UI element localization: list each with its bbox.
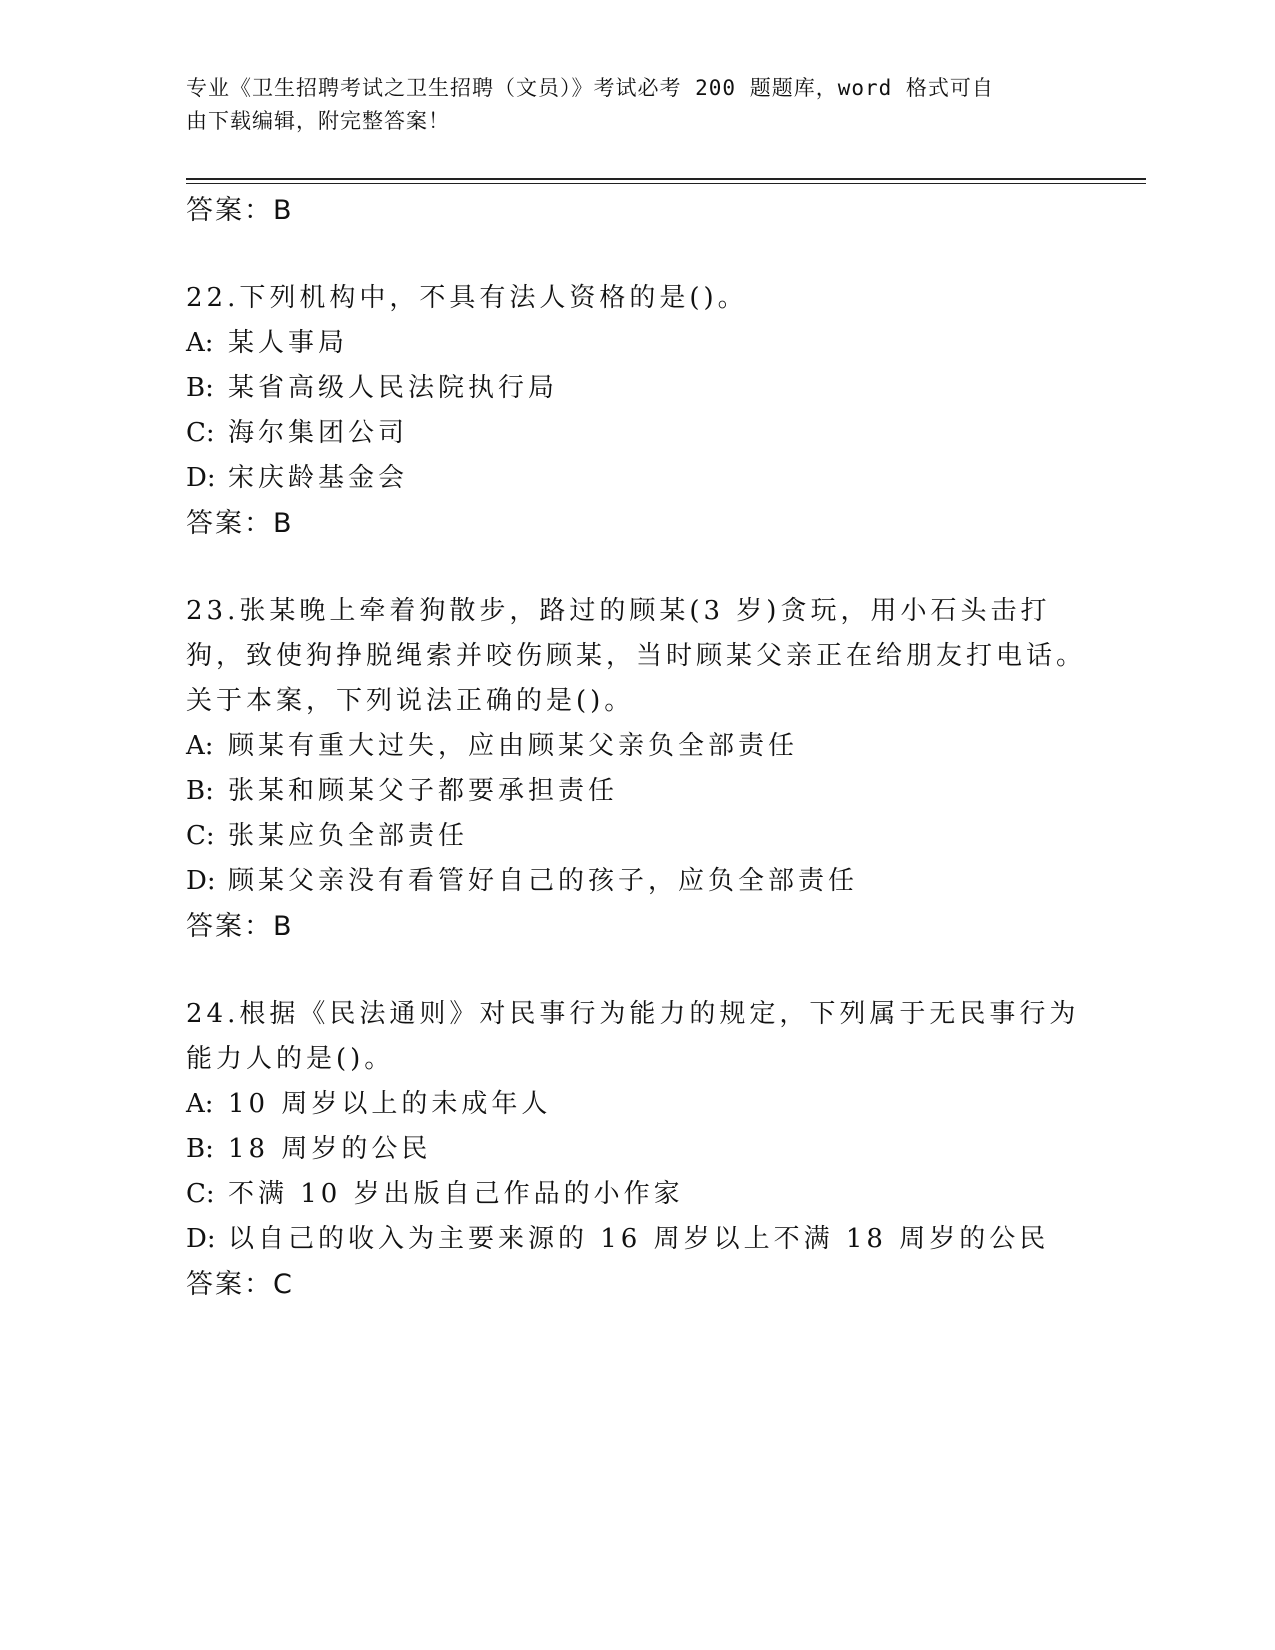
option-text: 某省高级人民法院执行局: [228, 373, 559, 403]
option-key: B:: [186, 776, 214, 806]
option-c: [186, 814, 1086, 859]
option-c: [186, 411, 1086, 456]
option-text: 顾某有重大过失，应由顾某父亲负全部责任: [228, 731, 799, 761]
option-key: C:: [186, 821, 215, 851]
header-divider-thick: [186, 178, 1146, 180]
question-stem: 22.下列机构中，不具有法人资格的是()。: [186, 283, 748, 313]
option-b: [186, 769, 1086, 814]
page-header: [186, 72, 1086, 138]
option-key: A:: [186, 731, 214, 761]
option-key: C:: [186, 418, 215, 448]
option-d: [186, 456, 1086, 501]
option-a: [186, 724, 1086, 769]
option-text: 以自己的收入为主要来源的 16 周岁以上不满 18 周岁的公民: [228, 1224, 1050, 1254]
option-text: 10 周岁以上的未成年人: [228, 1089, 552, 1119]
answer-line: 答案：C: [186, 1269, 294, 1300]
option-d: [186, 859, 1086, 904]
question-list: [186, 188, 1086, 1308]
question-stem: 23.张某晚上牵着狗散步，路过的顾某(3 岁)贪玩，用小石头击打狗，致使狗挣脱绳索并咬伤顾某，当时顾某父亲正在给朋友打电话。关于本案，下列说法正确的是()。: [186, 596, 1087, 716]
option-key: D:: [186, 1224, 216, 1254]
question-23: [186, 589, 1086, 950]
option-key: D:: [186, 866, 216, 896]
option-b: [186, 366, 1086, 411]
question-stem: 24.根据《民法通则》对民事行为能力的规定，下列属于无民事行为能力人的是()。: [186, 999, 1080, 1074]
option-key: B:: [186, 1134, 214, 1164]
option-text: 某人事局: [228, 328, 349, 358]
previous-answer: 答案：B: [186, 195, 294, 226]
option-a: [186, 321, 1086, 366]
header-line-2: 由下载编辑，附完整答案！: [186, 109, 450, 133]
question-22: [186, 276, 1086, 547]
option-key: A:: [186, 328, 214, 358]
answer-line: 答案：B: [186, 508, 294, 539]
option-b: [186, 1127, 1086, 1172]
option-text: 不满 10 岁出版自己作品的小作家: [228, 1179, 684, 1209]
option-text: 18 周岁的公民: [228, 1134, 432, 1164]
header-divider-thin: [186, 183, 1146, 184]
option-text: 宋庆龄基金会: [228, 463, 409, 493]
question-24: [186, 992, 1086, 1308]
option-key: A:: [186, 1089, 214, 1119]
option-key: C:: [186, 1179, 215, 1209]
option-key: B:: [186, 373, 214, 403]
answer-line: 答案：B: [186, 911, 294, 942]
header-line-1: 专业《卫生招聘考试之卫生招聘（文员）》考试必考 200 题题库，word 格式可自: [186, 76, 994, 100]
option-text: 顾某父亲没有看管好自己的孩子，应负全部责任: [228, 866, 859, 896]
option-a: [186, 1082, 1086, 1127]
option-c: [186, 1172, 1086, 1217]
option-text: 张某和顾某父子都要承担责任: [228, 776, 619, 806]
option-text: 张某应负全部责任: [228, 821, 469, 851]
option-key: D:: [186, 463, 216, 493]
option-text: 海尔集团公司: [228, 418, 409, 448]
option-d: [186, 1217, 1086, 1262]
